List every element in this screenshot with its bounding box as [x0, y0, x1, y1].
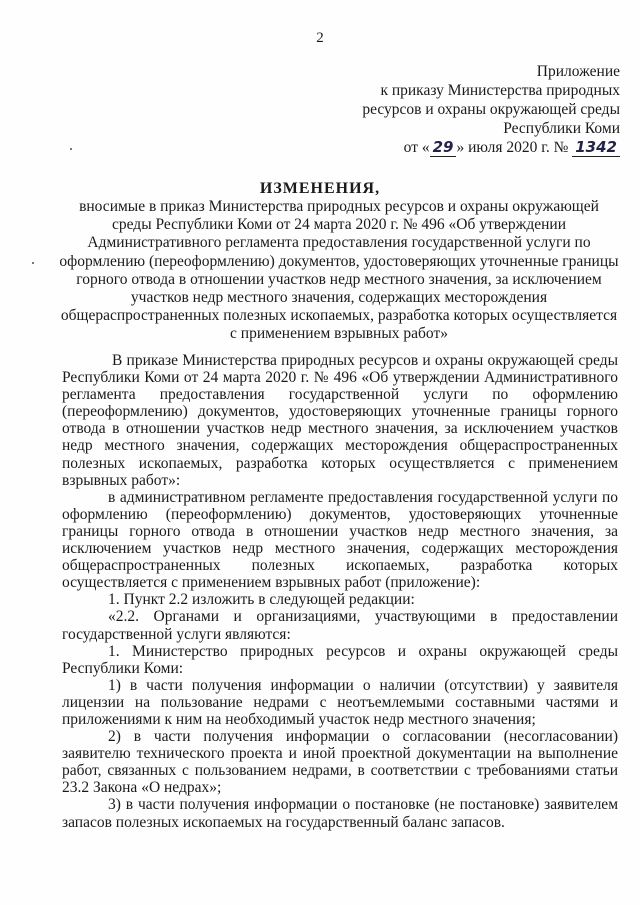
paragraph: 1. Пункт 2.2 изложить в следующей редакции: — [108, 591, 415, 609]
handwritten-day: 29 — [430, 138, 457, 157]
appendix-date-line — [320, 138, 620, 157]
appendix-line: Республики Коми — [503, 120, 620, 137]
document-title: ИЗМЕНЕНИЯ, — [259, 180, 381, 197]
paragraph: 1) в части получения информации о наличии (отсутствии) у заявителя лицензии на пользование недрами с неотъемлемыми составными частями и приложениями к ним на необходимый участок недр местного значения; — [62, 676, 618, 728]
paragraph: «2.2. Органами и организациями, участвующими в предоставлении государственной услуги являются: — [62, 608, 618, 643]
scan-speck — [70, 148, 72, 150]
paragraph: В приказе Министерства природных ресурсов и охраны окружающей среды Республики Коми от 24 марта 2020 г. № 496 «Об утверждении Административного регламента предоставления государственной услуги по оформлению (переоформлению) документов, удостоверяющих уточненные границы горного отвода в отношении участков недр местного значения, за исключением участков недр местного значения, содержащих месторождения общераспространенных полезных ископаемых, разработка которых осуществляется с применением взрывных работ»: — [62, 352, 618, 489]
appendix-line: к приказу Министерства природных — [380, 82, 620, 99]
appendix-line: ресурсов и охраны окружающей среды — [362, 101, 620, 118]
paragraph: 1. Министерство природных ресурсов и охраны окружающей среды Республики Коми: — [62, 642, 618, 677]
appendix-line: Приложение — [536, 63, 620, 80]
paragraph: в административном регламенте предоставления государственной услуги по оформлению (переоформлению) документов, удостоверяющих уточненные границы горного отвода в отношении участков недр местного значения, за исключением участков недр местного значения, содержащих месторождения общераспространенных полезных ископаемых, разработка которых осуществляется с применением взрывных работ (приложение): — [62, 488, 618, 592]
date-middle: » июля 2020 г. № — [456, 139, 569, 156]
paragraph: 3) в части получения информации о постановке (не постановке) заявителем запасов полезных ископаемых на государственный баланс запасов. — [62, 796, 618, 831]
document-subtitle: вносимые в приказ Министерства природных ресурсов и охраны окружающей среды Республики Коми от 24 марта 2020 г. № 496 «Об утверждении Административного регламента предоставления государственной услуги по оформлению (переоформлению) документов, удостоверяющих уточненные границы горного отвода в отношении участков недр местного значения, за исключением участков недр местного значения, содержащих месторождения общераспространенных полезных ископаемых, разработка которых осуществляется с применением взрывных работ» — [59, 198, 619, 343]
date-prefix: от « — [403, 139, 430, 156]
handwritten-order-number: 1342 — [572, 138, 620, 157]
scan-speck — [32, 262, 34, 264]
document-body — [62, 352, 618, 831]
appendix-block — [320, 62, 620, 157]
page-number: 2 — [316, 30, 324, 46]
paragraph: 2) в части получения информации о согласовании (несогласовании) заявителю технического проекта и иной проектной документации на выполнение работ, связанных с пользованием недрами, в соответствии с требованиями статьи 23.2 Закона «О недрах»; — [62, 728, 618, 797]
